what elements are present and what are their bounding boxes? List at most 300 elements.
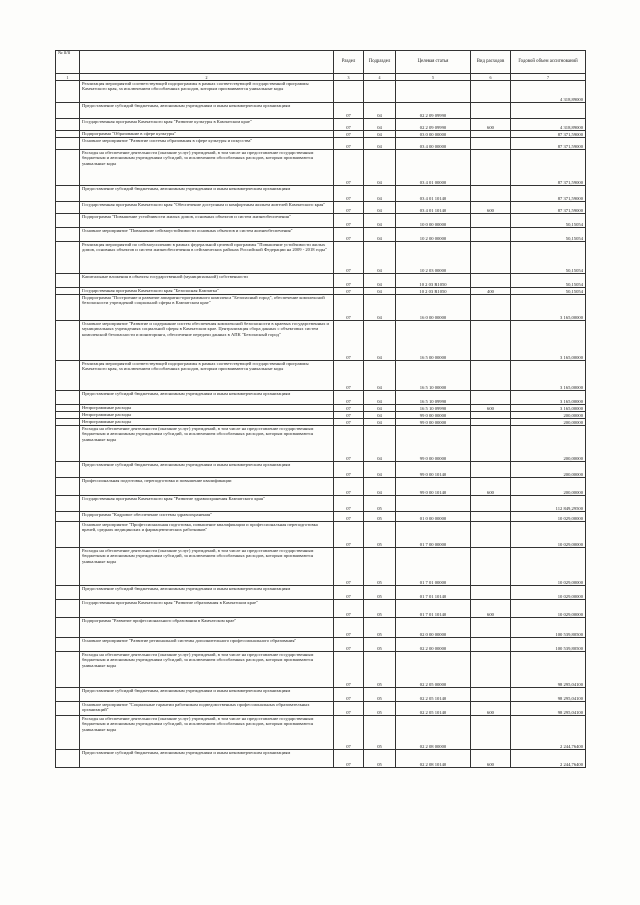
- cell-sum: 3 165,00000: [511, 405, 586, 412]
- cell-name: Предоставление субсидий бюджетным, автономным учреждениям и иным некоммерческим организациям: [80, 750, 334, 768]
- table-row: [56, 688, 586, 702]
- cell-sum: 50,15054: [511, 242, 586, 274]
- cell-name: Подпрограмма "Кадровое обеспечение системы здравоохранения": [80, 512, 334, 522]
- cell-podrazdel: 04: [364, 150, 396, 186]
- cell-vid-rashodov: [471, 214, 511, 228]
- cell-vid-rashodov: [471, 186, 511, 202]
- header-godovoy-obem: Годовой объем ассигнований: [511, 51, 586, 74]
- table-row: [56, 618, 586, 638]
- cell-name: Основное мероприятие "Развитие региональной системы дополнительного профессионального образования": [80, 638, 334, 652]
- cell-name: Государственная программа Камчатского края "Развитие здравоохранения Камчатского края": [80, 496, 334, 512]
- cell-podrazdel: 05: [364, 548, 396, 586]
- cell-num: [56, 138, 80, 150]
- cell-vid-rashodov: 600: [471, 119, 511, 131]
- cell-vid-rashodov: [471, 522, 511, 548]
- cell-podrazdel: 05: [364, 688, 396, 702]
- cell-name: Расходы на обеспечение деятельности (оказание услуг) учреждений, в том числе на предоставление государственным бюджетным и автономным учреждениям субсидий, за исключением обособленных расходов, которым присваиваются уникальные коды: [80, 652, 334, 688]
- cell-vid-rashodov: 600: [471, 478, 511, 496]
- cell-razdel: 07: [334, 274, 364, 288]
- header-razdel: Раздел: [334, 51, 364, 74]
- cell-tselevaya-statya: 16 5 10 00000: [396, 361, 471, 391]
- cell-sum: 4 318,89000: [511, 81, 586, 103]
- cell-tselevaya-statya: 02 0 00 00000: [396, 618, 471, 638]
- cell-sum: 98 295,04100: [511, 652, 586, 688]
- cell-vid-rashodov: 600: [471, 600, 511, 618]
- table-row: [56, 412, 586, 419]
- column-number: 5: [396, 74, 471, 81]
- table-row: [56, 750, 586, 768]
- cell-vid-rashodov: 600: [471, 405, 511, 412]
- cell-tselevaya-statya: 02 2 05 10140: [396, 702, 471, 716]
- cell-podrazdel: 04: [364, 103, 396, 119]
- cell-name: Реализация мероприятий соответствующей подпрограммы в рамках соответствующей государственной программы Камчатского края, за исключением обособленных расходов, которым присваиваются уникальные коды: [80, 81, 334, 103]
- cell-tselevaya-statya: 03 4 01 10140: [396, 186, 471, 202]
- cell-vid-rashodov: [471, 618, 511, 638]
- cell-name: Предоставление субсидий бюджетным, автономным учреждениям и иным некоммерческим организациям: [80, 688, 334, 702]
- cell-name: Подпрограмма "Образование в сфере культуры": [80, 131, 334, 138]
- cell-vid-rashodov: [471, 652, 511, 688]
- table-row: [56, 426, 586, 462]
- cell-name: Предоставление субсидий бюджетным, автономным учреждениям и иным некоммерческим организациям: [80, 462, 334, 478]
- header-vid-rashodov: Вид расходов: [471, 51, 511, 74]
- cell-podrazdel: 04: [364, 321, 396, 361]
- cell-razdel: 07: [334, 652, 364, 688]
- cell-razdel: 07: [334, 242, 364, 274]
- cell-podrazdel: 04: [364, 119, 396, 131]
- cell-vid-rashodov: [471, 462, 511, 478]
- cell-vid-rashodov: [471, 295, 511, 321]
- cell-tselevaya-statya: 10 2 03 R1050: [396, 274, 471, 288]
- cell-num: [56, 186, 80, 202]
- column-number: 4: [364, 74, 396, 81]
- table-body: [56, 81, 586, 768]
- cell-num: [56, 361, 80, 391]
- cell-sum: 87 371,59000: [511, 186, 586, 202]
- cell-name: Подпрограмма "Построение и развитие аппаратно-программного комплекса "Безопасный город", обеспечение комплексной безопасности учреждений социальной сферы в Камчатском крае": [80, 295, 334, 321]
- table-row: [56, 242, 586, 274]
- cell-podrazdel: 05: [364, 586, 396, 600]
- cell-razdel: 07: [334, 496, 364, 512]
- cell-num: [56, 426, 80, 462]
- cell-podrazdel: 04: [364, 361, 396, 391]
- cell-vid-rashodov: [471, 391, 511, 405]
- cell-vid-rashodov: [471, 138, 511, 150]
- cell-name: Предоставление субсидий бюджетным, автономным учреждениям и иным некоммерческим организациям: [80, 186, 334, 202]
- cell-name: Основное мероприятие "Социальные гарантии работникам подведомственных профессиональных образовательных организаций": [80, 702, 334, 716]
- cell-razdel: 07: [334, 618, 364, 638]
- cell-vid-rashodov: [471, 716, 511, 750]
- cell-podrazdel: 05: [364, 652, 396, 688]
- cell-sum: 4 318,89000: [511, 119, 586, 131]
- cell-num: [56, 688, 80, 702]
- table-row: [56, 652, 586, 688]
- cell-name: Основное мероприятие "Профессиональная подготовка, повышение квалификации и профессиональная переподготовка врачей, средних медицинских и фармацевтических работников": [80, 522, 334, 548]
- table-row: [56, 321, 586, 361]
- cell-podrazdel: 04: [364, 478, 396, 496]
- column-number: 1: [56, 74, 80, 81]
- cell-razdel: 07: [334, 638, 364, 652]
- cell-sum: 3 165,00000: [511, 391, 586, 405]
- cell-sum: 10 029,00000: [511, 522, 586, 548]
- table-row: [56, 586, 586, 600]
- header-podrazdel: Подраздел: [364, 51, 396, 74]
- cell-tselevaya-statya: 03 4 01 00000: [396, 150, 471, 186]
- cell-num: [56, 478, 80, 496]
- cell-num: [56, 321, 80, 361]
- cell-vid-rashodov: [471, 228, 511, 242]
- table-row: [56, 419, 586, 426]
- table-row: [56, 600, 586, 618]
- cell-razdel: 07: [334, 119, 364, 131]
- cell-num: [56, 750, 80, 768]
- table-row: [56, 478, 586, 496]
- table-row: [56, 462, 586, 478]
- cell-razdel: 07: [334, 228, 364, 242]
- table-row: [56, 228, 586, 242]
- cell-podrazdel: [364, 81, 396, 103]
- cell-vid-rashodov: [471, 412, 511, 419]
- cell-razdel: 07: [334, 361, 364, 391]
- cell-sum: 200,00000: [511, 412, 586, 419]
- cell-podrazdel: 04: [364, 138, 396, 150]
- cell-vid-rashodov: [471, 242, 511, 274]
- cell-sum: 50,15054: [511, 228, 586, 242]
- cell-vid-rashodov: [471, 103, 511, 119]
- cell-sum: 200,00000: [511, 426, 586, 462]
- cell-name: Государственная программа Камчатского края "Обеспечение доступным и комфортным жильем жителей Камчатского края": [80, 202, 334, 214]
- cell-num: [56, 586, 80, 600]
- cell-razdel: 07: [334, 600, 364, 618]
- cell-name: Расходы на обеспечение деятельности (оказание услуг) учреждений, в том числе на предоставление государственным бюджетным и автономным учреждениям субсидий, за исключением обособленных расходов, которым присваиваются уникальные коды: [80, 150, 334, 186]
- cell-name: Расходы на обеспечение деятельности (оказание услуг) учреждений, в том числе на предоставление государственным бюджетным и автономным учреждениям субсидий, за исключением обособленных расходов, которым присваиваются уникальные коды: [80, 716, 334, 750]
- cell-tselevaya-statya: 02 2 05 10140: [396, 688, 471, 702]
- cell-podrazdel: 04: [364, 412, 396, 419]
- table-row: [56, 214, 586, 228]
- cell-name: Предоставление субсидий бюджетным, автономным учреждениям и иным некоммерческим организациям: [80, 391, 334, 405]
- cell-name: Основное мероприятие "Развитие и содержание систем обеспечения комплексной безопасности в краевых государственных и муниципальных учреждениях социальной сферы в Камчатском крае. Централизация сбора данных с объектовых систем комплексной безопасности и мониторинга, обеспечение передачи данных в АПК "Безопасный город": [80, 321, 334, 361]
- table-row: [56, 131, 586, 138]
- table-row: [56, 274, 586, 288]
- cell-num: [56, 242, 80, 274]
- cell-podrazdel: 04: [364, 228, 396, 242]
- cell-razdel: 07: [334, 419, 364, 426]
- cell-tselevaya-statya: 99 0 00 00000: [396, 412, 471, 419]
- header-num: № п/п: [56, 51, 80, 74]
- table-row: [56, 288, 586, 295]
- column-number: 7: [511, 74, 586, 81]
- cell-num: [56, 652, 80, 688]
- column-number: 3: [334, 74, 364, 81]
- cell-podrazdel: 04: [364, 242, 396, 274]
- cell-name: Предоставление субсидий бюджетным, автономным учреждениям и иным некоммерческим организациям: [80, 103, 334, 119]
- cell-num: [56, 131, 80, 138]
- cell-razdel: 07: [334, 103, 364, 119]
- header-name: [80, 51, 334, 74]
- cell-num: [56, 295, 80, 321]
- table-row: [56, 103, 586, 119]
- cell-podrazdel: 05: [364, 522, 396, 548]
- cell-tselevaya-statya: 99 0 00 00000: [396, 419, 471, 426]
- cell-tselevaya-statya: 01 7 01 10140: [396, 600, 471, 618]
- cell-tselevaya-statya: 03 4 00 00000: [396, 138, 471, 150]
- cell-sum: 87 371,59000: [511, 150, 586, 186]
- cell-razdel: 07: [334, 702, 364, 716]
- cell-podrazdel: 04: [364, 462, 396, 478]
- cell-razdel: 07: [334, 202, 364, 214]
- cell-podrazdel: 05: [364, 600, 396, 618]
- cell-tselevaya-statya: 01 7 01 00000: [396, 548, 471, 586]
- cell-name: Основное мероприятие "Повышение сейсмоустойчивости основных объектов и систем жизнеобеспечения": [80, 228, 334, 242]
- budget-table: [55, 50, 586, 768]
- cell-sum: 98 295,04100: [511, 702, 586, 716]
- cell-name: Государственная программа Камчатского края "Развитие образования в Камчатском крае": [80, 600, 334, 618]
- cell-podrazdel: 05: [364, 750, 396, 768]
- table-row: [56, 702, 586, 716]
- cell-tselevaya-statya: [396, 81, 471, 103]
- table-header-row: [56, 51, 586, 74]
- cell-name: Непрограммные расходы: [80, 412, 334, 419]
- cell-tselevaya-statya: 01 0 00 00000: [396, 512, 471, 522]
- cell-vid-rashodov: [471, 419, 511, 426]
- cell-podrazdel: 04: [364, 391, 396, 405]
- cell-num: [56, 202, 80, 214]
- table-row: [56, 119, 586, 131]
- cell-razdel: 07: [334, 716, 364, 750]
- table-row: [56, 81, 586, 103]
- cell-sum: 200,00000: [511, 478, 586, 496]
- cell-name: Государственная программа Камчатского края "Развитие культуры в Камчатском крае": [80, 119, 334, 131]
- table-row: [56, 496, 586, 512]
- cell-sum: [511, 103, 586, 119]
- cell-vid-rashodov: [471, 586, 511, 600]
- cell-sum: 3 165,00000: [511, 295, 586, 321]
- table-row: [56, 138, 586, 150]
- cell-sum: 87 371,59000: [511, 131, 586, 138]
- cell-tselevaya-statya: 02 2 09 09990: [396, 103, 471, 119]
- cell-razdel: 07: [334, 426, 364, 462]
- cell-tselevaya-statya: [396, 496, 471, 512]
- cell-razdel: 07: [334, 586, 364, 600]
- cell-podrazdel: 04: [364, 426, 396, 462]
- cell-razdel: 07: [334, 288, 364, 295]
- cell-sum: 3 165,00000: [511, 321, 586, 361]
- cell-tselevaya-statya: 02 2 09 09990: [396, 119, 471, 131]
- cell-num: [56, 522, 80, 548]
- cell-num: [56, 419, 80, 426]
- table-row: [56, 186, 586, 202]
- cell-podrazdel: 05: [364, 638, 396, 652]
- column-number: 2: [80, 74, 334, 81]
- cell-name: Основное мероприятие "Развитие системы образования в сфере культуры и искусства": [80, 138, 334, 150]
- cell-num: [56, 600, 80, 618]
- cell-tselevaya-statya: 10 2 03 R1050: [396, 288, 471, 295]
- cell-vid-rashodov: [471, 426, 511, 462]
- cell-razdel: 07: [334, 214, 364, 228]
- cell-podrazdel: 05: [364, 618, 396, 638]
- cell-sum: 87 371,59000: [511, 202, 586, 214]
- column-number: 6: [471, 74, 511, 81]
- cell-sum: 10 029,00000: [511, 548, 586, 586]
- cell-tselevaya-statya: 99 0 00 10140: [396, 478, 471, 496]
- cell-vid-rashodov: [471, 361, 511, 391]
- cell-num: [56, 548, 80, 586]
- column-number-row: [56, 74, 586, 81]
- cell-razdel: 07: [334, 138, 364, 150]
- cell-tselevaya-statya: 99 0 00 00000: [396, 426, 471, 462]
- cell-name: Непрограммные расходы: [80, 419, 334, 426]
- table-row: [56, 150, 586, 186]
- cell-tselevaya-statya: 02 2 08 10140: [396, 750, 471, 768]
- cell-podrazdel: 04: [364, 295, 396, 321]
- cell-razdel: 07: [334, 688, 364, 702]
- cell-tselevaya-statya: 16 0 00 00000: [396, 295, 471, 321]
- cell-vid-rashodov: [471, 496, 511, 512]
- cell-num: [56, 81, 80, 103]
- cell-name: Расходы на обеспечение деятельности (оказание услуг) учреждений, в том числе на предоставление государственным бюджетным и автономным учреждениям субсидий, за исключением обособленных расходов, которым присваиваются уникальные коды: [80, 548, 334, 586]
- cell-tselevaya-statya: 01 7 01 10140: [396, 586, 471, 600]
- cell-num: [56, 618, 80, 638]
- table-row: [56, 295, 586, 321]
- cell-razdel: 07: [334, 750, 364, 768]
- cell-tselevaya-statya: 02 2 05 00000: [396, 652, 471, 688]
- cell-razdel: 07: [334, 412, 364, 419]
- table-row: [56, 361, 586, 391]
- table-row: [56, 202, 586, 214]
- table-row: [56, 391, 586, 405]
- cell-sum: 100 539,80500: [511, 618, 586, 638]
- cell-sum: 50,15054: [511, 288, 586, 295]
- cell-razdel: 07: [334, 512, 364, 522]
- cell-name: Государственная программа Камчатского края "Безопасная Камчатка": [80, 288, 334, 295]
- cell-tselevaya-statya: 02 2 08 00000: [396, 716, 471, 750]
- cell-tselevaya-statya: 99 0 00 10140: [396, 462, 471, 478]
- table-row: [56, 512, 586, 522]
- cell-num: [56, 288, 80, 295]
- cell-podrazdel: 05: [364, 496, 396, 512]
- cell-sum: 10 029,00000: [511, 600, 586, 618]
- cell-sum: 50,15054: [511, 274, 586, 288]
- cell-name: Непрограммные расходы: [80, 405, 334, 412]
- cell-name: Предоставление субсидий бюджетным, автономным учреждениям и иным некоммерческим организациям: [80, 586, 334, 600]
- cell-sum: 200,00000: [511, 462, 586, 478]
- cell-num: [56, 496, 80, 512]
- cell-tselevaya-statya: 01 7 00 00000: [396, 522, 471, 548]
- cell-tselevaya-statya: 03 0 00 00000: [396, 131, 471, 138]
- cell-tselevaya-statya: 02 2 00 00000: [396, 638, 471, 652]
- cell-tselevaya-statya: 16 5 00 00000: [396, 321, 471, 361]
- cell-vid-rashodov: [471, 548, 511, 586]
- cell-vid-rashodov: 600: [471, 750, 511, 768]
- cell-razdel: [334, 81, 364, 103]
- cell-razdel: 07: [334, 150, 364, 186]
- cell-name: Реализация мероприятий по сейсмоусилению в рамках федеральной целевой программы "Повышение устойчивости жилых домов, основных объектов и систем жизнеобеспечения в сейсмических районах Российской Федерации на 2009 - 2018 годы": [80, 242, 334, 274]
- cell-podrazdel: 04: [364, 274, 396, 288]
- cell-razdel: 07: [334, 405, 364, 412]
- cell-vid-rashodov: [471, 512, 511, 522]
- cell-vid-rashodov: 600: [471, 702, 511, 716]
- cell-num: [56, 228, 80, 242]
- cell-tselevaya-statya: 10 0 00 00000: [396, 214, 471, 228]
- cell-sum: 3 165,00000: [511, 361, 586, 391]
- budget-table-sheet: [55, 50, 585, 768]
- cell-num: [56, 405, 80, 412]
- table-row: [56, 716, 586, 750]
- table-row: [56, 405, 586, 412]
- cell-sum: 2 244,76400: [511, 716, 586, 750]
- cell-num: [56, 412, 80, 419]
- cell-podrazdel: 04: [364, 186, 396, 202]
- cell-razdel: 07: [334, 391, 364, 405]
- table-row: [56, 522, 586, 548]
- cell-num: [56, 103, 80, 119]
- header-tselevaya-statya: Целевая статья: [396, 51, 471, 74]
- cell-tselevaya-statya: 16 5 10 09990: [396, 405, 471, 412]
- cell-num: [56, 716, 80, 750]
- cell-name: Капитальные вложения в объекты государственной (муниципальной) собственности: [80, 274, 334, 288]
- cell-num: [56, 150, 80, 186]
- cell-razdel: 07: [334, 131, 364, 138]
- cell-razdel: 07: [334, 186, 364, 202]
- cell-vid-rashodov: [471, 638, 511, 652]
- cell-podrazdel: 04: [364, 405, 396, 412]
- cell-sum: 2 244,76400: [511, 750, 586, 768]
- cell-vid-rashodov: [471, 150, 511, 186]
- cell-sum: 98 295,04100: [511, 688, 586, 702]
- cell-razdel: 07: [334, 462, 364, 478]
- cell-vid-rashodov: [471, 274, 511, 288]
- cell-num: [56, 512, 80, 522]
- cell-vid-rashodov: [471, 688, 511, 702]
- cell-tselevaya-statya: 10 2 00 00000: [396, 228, 471, 242]
- cell-podrazdel: 04: [364, 214, 396, 228]
- cell-podrazdel: 05: [364, 702, 396, 716]
- cell-sum: 112 849,29500: [511, 496, 586, 512]
- cell-name: Подпрограмма "Развитие профессионального образования в Камчатском крае": [80, 618, 334, 638]
- cell-num: [56, 274, 80, 288]
- cell-tselevaya-statya: 16 5 10 09990: [396, 391, 471, 405]
- cell-name: Расходы на обеспечение деятельности (оказание услуг) учреждений, в том числе на предоставление государственным бюджетным и автономным учреждениям субсидий, за исключением обособленных расходов, которым присваиваются уникальные коды: [80, 426, 334, 462]
- cell-num: [56, 462, 80, 478]
- cell-num: [56, 119, 80, 131]
- cell-podrazdel: 05: [364, 512, 396, 522]
- cell-name: Подпрограмма "Повышение устойчивости жилых домов, основных объектов и систем жизнеобеспечения": [80, 214, 334, 228]
- cell-sum: 50,15054: [511, 214, 586, 228]
- cell-sum: 200,00000: [511, 419, 586, 426]
- table-row: [56, 638, 586, 652]
- cell-podrazdel: 04: [364, 131, 396, 138]
- cell-vid-rashodov: [471, 321, 511, 361]
- cell-razdel: 07: [334, 548, 364, 586]
- cell-podrazdel: 05: [364, 716, 396, 750]
- cell-podrazdel: 04: [364, 419, 396, 426]
- cell-num: [56, 391, 80, 405]
- cell-vid-rashodov: 400: [471, 288, 511, 295]
- cell-sum: 87 371,59000: [511, 138, 586, 150]
- cell-vid-rashodov: [471, 81, 511, 103]
- cell-name: Реализация мероприятий соответствующей подпрограммы в рамках соответствующей государственной программы Камчатского края, за исключением обособленных расходов, которым присваиваются уникальные коды: [80, 361, 334, 391]
- cell-name: Профессиональная подготовка, переподготовка и повышение квалификации: [80, 478, 334, 496]
- cell-vid-rashodov: 600: [471, 202, 511, 214]
- cell-razdel: 07: [334, 321, 364, 361]
- cell-vid-rashodov: [471, 131, 511, 138]
- table-row: [56, 548, 586, 586]
- cell-tselevaya-statya: 10 2 03 00000: [396, 242, 471, 274]
- cell-razdel: 07: [334, 478, 364, 496]
- cell-num: [56, 638, 80, 652]
- cell-podrazdel: 04: [364, 288, 396, 295]
- cell-podrazdel: 04: [364, 202, 396, 214]
- cell-sum: 10 029,00000: [511, 512, 586, 522]
